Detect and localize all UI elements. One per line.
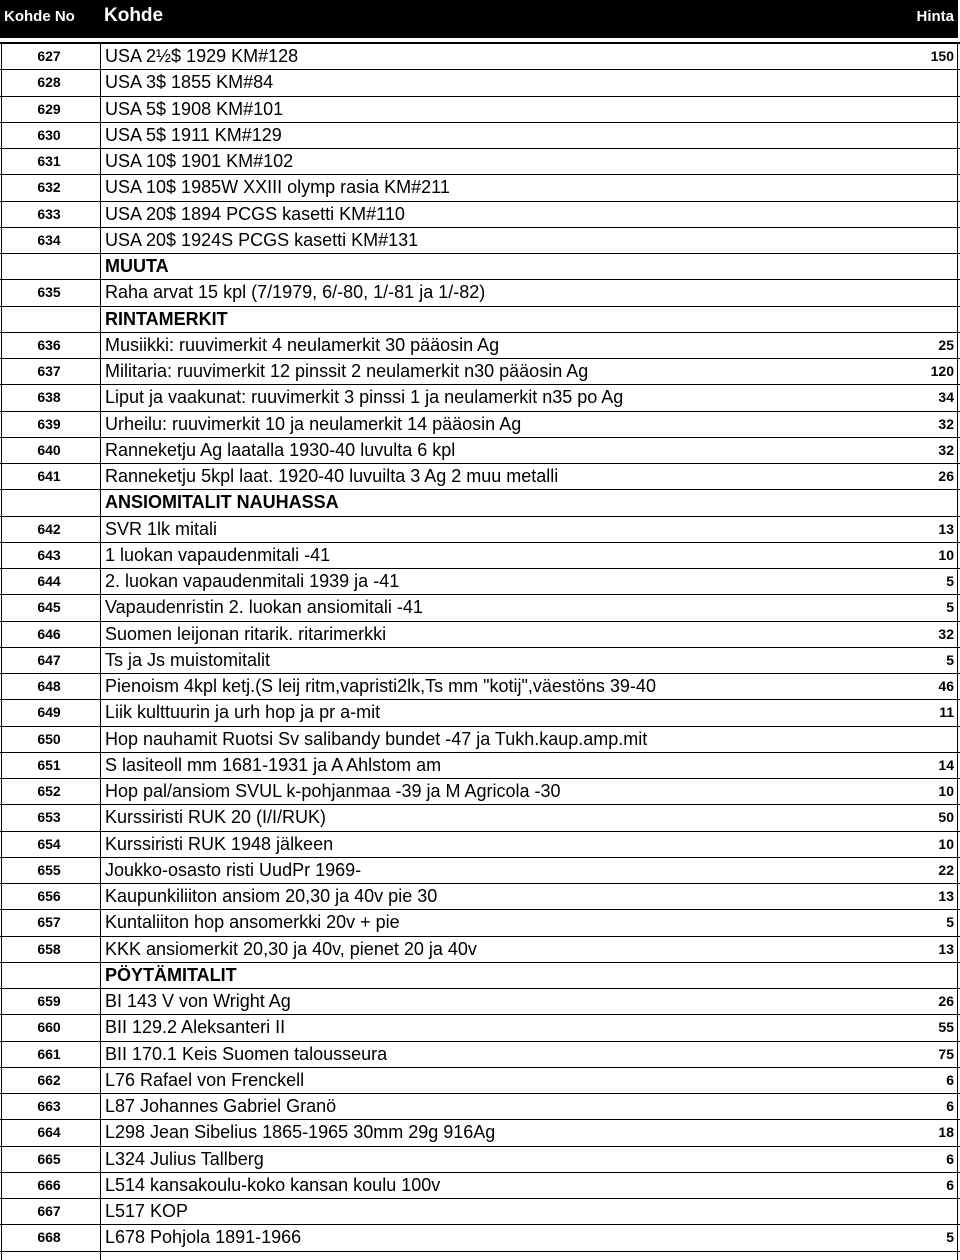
item-number: 657 <box>37 914 61 931</box>
item-description: L76 Rafael von Frenckell <box>105 1069 305 1090</box>
item-description: USA 20$ 1924S PCGS kasetti KM#131 <box>105 229 419 250</box>
item-number: 630 <box>37 126 61 143</box>
item-description: Ranneketju 5kpl laat. 1920-40 luvuilta 3 Ag 2 muu metalli <box>105 466 559 486</box>
category-row <box>0 490 960 516</box>
item-price: 32 <box>938 415 954 432</box>
category-title: PÖYTÄMITALIT <box>105 964 237 985</box>
item-description: Liput ja vaakunat: ruuvimerkit 3 pinssi 1 ja neulamerkit n35 po Ag <box>105 387 624 408</box>
item-price: 6 <box>946 1098 954 1114</box>
table-row <box>0 70 960 96</box>
item-number: 628 <box>37 74 61 91</box>
item-price: 18 <box>938 1124 954 1141</box>
table-row <box>0 648 960 674</box>
item-number: 660 <box>37 1019 61 1036</box>
item-description: Hop nauhamit Ruotsi Sv salibandy bundet -47 ja Tukh.kaup.amp.mit <box>105 728 648 749</box>
item-number: 651 <box>37 756 61 773</box>
item-price: 10 <box>938 783 954 799</box>
item-number: 658 <box>37 940 61 957</box>
item-number: 638 <box>37 389 61 406</box>
item-number: 643 <box>37 546 61 563</box>
item-description: L678 Pohjola 1891-1966 <box>105 1227 302 1248</box>
item-description: L514 kansakoulu-koko kansan koulu 100v <box>105 1174 441 1195</box>
table-body <box>0 44 960 1252</box>
item-description: USA 2½$ 1929 KM#128 <box>105 46 299 66</box>
table-row <box>0 700 960 726</box>
item-price: 55 <box>938 1019 954 1036</box>
item-price: 13 <box>938 888 954 904</box>
item-description: USA 5$ 1908 KM#101 <box>105 98 284 119</box>
item-price: 34 <box>938 389 954 406</box>
item-description: Urheilu: ruuvimerkit 10 ja neulamerkit 14 pääosin Ag <box>105 413 522 434</box>
item-description: BII 170.1 Keis Suomen talousseura <box>105 1043 388 1064</box>
item-number: 641 <box>37 468 61 484</box>
header-item-number: Kohde No <box>4 8 75 25</box>
table-row <box>0 228 960 254</box>
item-number: 639 <box>37 415 61 432</box>
item-description: Suomen leijonan ritarik. ritarimerkki <box>105 623 387 644</box>
table-row <box>0 1173 960 1199</box>
item-description: Pienoism 4kpl ketj.(S leij ritm,vapristi2lk,Ts mm "kotij",väestöns 39-40 <box>105 676 656 696</box>
item-number: 646 <box>37 625 61 642</box>
table-row <box>0 149 960 175</box>
table-row <box>0 884 960 910</box>
item-number: 662 <box>37 1071 61 1088</box>
item-price: 10 <box>938 546 954 563</box>
item-number: 631 <box>37 153 61 169</box>
item-number: 634 <box>37 231 61 248</box>
item-price: 32 <box>938 625 954 642</box>
item-price: 6 <box>946 1176 954 1193</box>
item-description: Kuntaliiton hop ansomerkki 20v + pie <box>105 912 400 933</box>
table-row <box>0 779 960 805</box>
item-number: 659 <box>37 993 61 1009</box>
table-row <box>0 622 960 648</box>
item-number: 648 <box>37 678 61 694</box>
item-description: Hop pal/ansiom SVUL k-pohjanmaa -39 ja M Agricola -30 <box>105 781 561 801</box>
table-row <box>0 989 960 1015</box>
table-row <box>0 858 960 884</box>
item-price: 32 <box>938 441 954 458</box>
table-row <box>0 385 960 411</box>
table-row <box>0 1199 960 1225</box>
item-number: 649 <box>37 704 61 721</box>
item-description: USA 20$ 1894 PCGS kasetti KM#110 <box>105 203 405 224</box>
item-number: 647 <box>37 651 61 668</box>
item-number: 636 <box>37 336 61 353</box>
table-row <box>0 97 960 123</box>
item-number: 661 <box>37 1045 61 1062</box>
table-row <box>0 517 960 543</box>
table-row <box>0 123 960 149</box>
item-number: 642 <box>37 520 61 537</box>
item-number: 654 <box>37 835 61 852</box>
item-description: L87 Johannes Gabriel Granö <box>105 1096 337 1116</box>
table-row <box>0 1225 960 1251</box>
item-description: USA 5$ 1911 KM#129 <box>105 124 282 145</box>
item-number: 637 <box>37 363 61 379</box>
table-row <box>0 1042 960 1068</box>
item-number: 627 <box>37 48 61 64</box>
category-row <box>0 307 960 333</box>
header-price: Hinta <box>916 8 954 25</box>
table-header <box>0 0 958 38</box>
item-number: 656 <box>37 888 61 904</box>
item-description: Kurssiristi RUK 20 (I/I/RUK) <box>105 807 327 828</box>
category-row <box>0 963 960 989</box>
table-row <box>0 359 960 385</box>
item-number: 644 <box>37 573 61 589</box>
item-price: 150 <box>930 48 954 64</box>
item-price: 46 <box>938 678 954 694</box>
item-description: BI 143 V von Wright Ag <box>105 991 291 1011</box>
item-price: 10 <box>938 835 954 852</box>
table-row <box>0 438 960 464</box>
item-number: 665 <box>37 1150 61 1167</box>
table-row <box>0 202 960 228</box>
item-description: Kaupunkiliiton ansiom 20,30 ja 40v pie 30 <box>105 886 438 906</box>
table-row <box>0 805 960 831</box>
table-row <box>0 1094 960 1120</box>
item-price: 5 <box>946 651 954 668</box>
item-number: 655 <box>37 861 61 878</box>
item-number: 640 <box>37 441 61 458</box>
category-row <box>0 254 960 280</box>
item-description: 2. luokan vapaudenmitali 1939 ja -41 <box>105 571 400 591</box>
item-price: 50 <box>938 809 954 826</box>
table-row <box>0 595 960 621</box>
table-row <box>0 175 960 201</box>
item-description: L298 Jean Sibelius 1865-1965 30mm 29g 916Ag <box>105 1122 496 1143</box>
item-number: 667 <box>37 1203 61 1219</box>
item-description: Militaria: ruuvimerkit 12 pinssit 2 neulamerkit n30 pääosin Ag <box>105 361 589 381</box>
table-row <box>0 1120 960 1146</box>
item-price: 14 <box>938 756 954 773</box>
table-row <box>0 832 960 858</box>
item-price: 6 <box>946 1071 954 1088</box>
item-number: 633 <box>37 205 61 222</box>
item-description: KKK ansiomerkit 20,30 ja 40v, pienet 20 ja 40v <box>105 938 477 959</box>
item-number: 664 <box>37 1124 61 1141</box>
item-description: Ranneketju Ag laatalla 1930-40 luvulta 6 kpl <box>105 439 456 460</box>
item-number: 653 <box>37 809 61 826</box>
item-price: 25 <box>938 336 954 353</box>
item-description: USA 10$ 1901 KM#102 <box>105 151 294 171</box>
item-price: 120 <box>930 363 954 379</box>
item-description: Vapaudenristin 2. luokan ansiomitali -41 <box>105 597 423 618</box>
item-price: 5 <box>946 599 954 616</box>
table-row <box>0 1068 960 1094</box>
table-row <box>0 753 960 779</box>
table-row <box>0 727 960 753</box>
table-row <box>0 1147 960 1173</box>
item-description: Musiikki: ruuvimerkit 4 neulamerkit 30 pääosin Ag <box>105 334 500 355</box>
item-number: 666 <box>37 1176 61 1193</box>
item-price: 5 <box>946 573 954 589</box>
item-description: Liik kulttuurin ja urh hop ja pr a-mit <box>105 702 381 723</box>
table-row <box>0 280 960 306</box>
item-description: BII 129.2 Aleksanteri II <box>105 1017 286 1038</box>
item-number: 663 <box>37 1098 61 1114</box>
table-row <box>0 937 960 963</box>
item-price: 26 <box>938 993 954 1009</box>
item-number: 632 <box>37 179 61 196</box>
item-description: Ts ja Js muistomitalit <box>105 649 271 670</box>
item-description: L517 KOP <box>105 1201 189 1221</box>
item-price: 6 <box>946 1150 954 1167</box>
item-description: SVR 1lk mitali <box>105 518 218 539</box>
item-description: Joukko-osasto risti UudPr 1969- <box>105 859 362 880</box>
category-title: MUUTA <box>105 256 169 276</box>
item-price: 13 <box>938 520 954 537</box>
table-row <box>0 543 960 569</box>
category-title: ANSIOMITALIT NAUHASSA <box>105 492 339 513</box>
table-row <box>0 1015 960 1041</box>
item-number: 668 <box>37 1229 61 1246</box>
item-number: 629 <box>37 100 61 117</box>
item-description: USA 3$ 1855 KM#84 <box>105 72 274 93</box>
item-description: 1 luokan vapaudenmitali -41 <box>105 544 331 565</box>
table-row <box>0 910 960 936</box>
item-number: 652 <box>37 783 61 799</box>
item-price: 5 <box>946 914 954 931</box>
item-description: S lasiteoll mm 1681-1931 ja A Ahlstom am <box>105 754 442 775</box>
header-item: Kohde <box>104 5 164 26</box>
table-row <box>0 674 960 700</box>
item-price: 75 <box>938 1045 954 1062</box>
item-description: L324 Julius Tallberg <box>105 1148 264 1169</box>
item-number: 635 <box>37 284 61 301</box>
category-title: RINTAMERKIT <box>105 308 228 329</box>
item-price: 22 <box>938 861 954 878</box>
table-row <box>0 44 960 70</box>
item-number: 645 <box>37 599 61 616</box>
table-row <box>0 569 960 595</box>
item-price: 11 <box>939 704 954 721</box>
item-price: 13 <box>938 940 954 957</box>
table-row <box>0 333 960 359</box>
item-price: 26 <box>938 468 954 484</box>
item-description: USA 10$ 1985W XXIII olymp rasia KM#211 <box>105 177 450 198</box>
item-number: 650 <box>37 730 61 747</box>
item-price: 5 <box>946 1229 954 1246</box>
item-description: Raha arvat 15 kpl (7/1979, 6/-80, 1/-81 ja 1/-82) <box>105 282 486 303</box>
item-description: Kurssiristi RUK 1948 jälkeen <box>105 833 334 854</box>
table-row <box>0 464 960 490</box>
table-row <box>0 412 960 438</box>
